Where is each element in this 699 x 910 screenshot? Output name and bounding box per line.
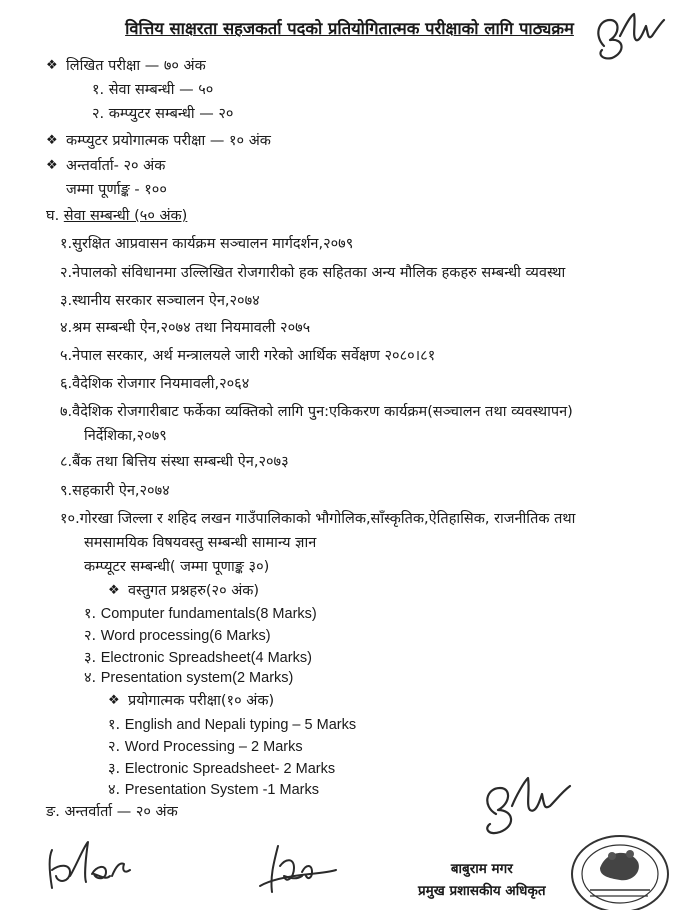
practical-item-text: English and Nepali typing – 5 Marks xyxy=(124,717,357,733)
service-item: ५.नेपाल सरकार, अर्थ मन्त्रालयले जारी गरेको आर्थिक सर्वेक्षण २०८०।८१ xyxy=(60,348,436,364)
objective-item-text: Computer fundamentals(8 Marks) xyxy=(100,606,317,622)
practical-item-text: Presentation System -1 Marks xyxy=(124,782,319,798)
computer-section-heading: कम्प्यूटर सम्बन्धी( जम्मा पूणाङ्क ३०) xyxy=(84,559,270,575)
objective-item xyxy=(84,648,312,668)
interview-exam-line: अन्तर्वार्ता- २० अंक xyxy=(66,158,166,174)
objective-item-text: Presentation system(2 Marks) xyxy=(100,670,294,686)
written-item-computer: २. कम्प्युटर सम्बन्धी — २० xyxy=(92,106,234,122)
objective-questions-heading: वस्तुगत प्रश्नहरु(२० अंक) xyxy=(128,583,260,599)
service-item: ४.श्रम सम्बन्धी ऐन,२०७४ तथा नियमावली २०७५ xyxy=(60,320,311,336)
practical-exam-line: कम्प्युटर प्रयोगात्मक परीक्षा — १० अंक xyxy=(66,133,271,149)
practical-item xyxy=(108,737,303,757)
service-item: ७.वैदेशिक रोजगारीबाट फर्केका व्यक्तिको लागि पुन:एकिकरण कार्यक्रम(सञ्चालन तथा व्यवस्थापन) xyxy=(60,404,573,420)
objective-item-text: Word processing(6 Marks) xyxy=(100,628,271,644)
service-item-continuation: निर्देशिका,२०७९ xyxy=(84,428,167,444)
signature-bottom-middle xyxy=(250,836,340,900)
section-gha-title: सेवा सम्बन्धी (५० अंक) xyxy=(63,208,188,224)
service-item: १.सुरक्षित आप्रवासन कार्यक्रम सञ्चालन मार्गदर्शन,२०७९ xyxy=(60,236,354,252)
practical-item-number: ४. xyxy=(108,782,121,798)
objective-item-number: २. xyxy=(84,628,97,644)
signature-top-right xyxy=(590,6,670,64)
objective-item-text: Electronic Spreadsheet(4 Marks) xyxy=(100,650,312,666)
service-item: ६.वैदेशिक रोजगार नियमावली,२०६४ xyxy=(60,376,250,392)
practical-item-text: Word Processing – 2 Marks xyxy=(124,739,303,755)
practical-exam-heading: प्रयोगात्मक परीक्षा(१० अंक) xyxy=(128,693,275,709)
written-exam-line: लिखित परीक्षा — ७० अंक xyxy=(66,58,206,74)
practical-item-text: Electronic Spreadsheet- 2 Marks xyxy=(124,761,336,777)
service-item: ८.बैंक तथा बित्तिय संस्था सम्बन्धी ऐन,२०७३ xyxy=(60,454,289,470)
written-item-service: १. सेवा सम्बन्धी — ५० xyxy=(92,82,214,98)
practical-item xyxy=(108,715,356,735)
bullet-diamond-icon: ❖ xyxy=(46,133,58,148)
objective-item xyxy=(84,668,293,688)
service-item: १०.गोरखा जिल्ला र शहिद लखन गाउँपालिकाको भौगोलिक,साँस्कृतिक,ऐतिहासिक, राजनीतिक तथा xyxy=(60,511,576,527)
bullet-diamond-icon: ❖ xyxy=(46,58,58,73)
section-gha-heading xyxy=(46,206,187,226)
practical-item xyxy=(108,780,319,800)
service-item: ९.सहकारी ऐन,२०७४ xyxy=(60,483,170,499)
officer-designation: प्रमुख प्रशासकीय अधिकृत xyxy=(418,883,546,899)
total-marks-line: जम्मा पूर्णाङ्क - १०० xyxy=(66,182,167,198)
officer-block xyxy=(418,858,546,902)
practical-item-number: ३. xyxy=(108,761,121,777)
officer-name: बाबुराम मगर xyxy=(450,861,513,877)
practical-item xyxy=(108,759,335,779)
practical-item-number: १. xyxy=(108,717,121,733)
office-seal-stamp xyxy=(560,828,670,910)
service-item: ३.स्थानीय सरकार सञ्चालन ऐन,२०७४ xyxy=(60,293,260,309)
practical-item-number: २. xyxy=(108,739,121,755)
service-item-continuation: समसामयिक विषयवस्तु सम्बन्धी सामान्य ज्ञान xyxy=(84,535,317,551)
bullet-diamond-icon: ❖ xyxy=(108,693,120,708)
objective-item xyxy=(84,604,317,624)
section-gha-prefix: घ. xyxy=(46,208,60,224)
objective-item-number: १. xyxy=(84,606,97,622)
interview-section-line: ङ. अन्तर्वार्ता — २० अंक xyxy=(46,804,178,820)
document-title: वित्तिय साक्षरता सहजकर्ता पदको प्रतियोगितात्मक परीक्षाको लागि पाठ्यक्रम xyxy=(125,19,574,38)
objective-item-number: ३. xyxy=(84,650,97,666)
service-item: २.नेपालको संविधानमा उल्लिखित रोजगारीको हक सहितका अन्य मौलिक हकहरु सम्बन्धी व्यवस्था xyxy=(60,265,566,281)
objective-item xyxy=(84,626,271,646)
objective-item-number: ४. xyxy=(84,670,97,686)
signature-bottom-left xyxy=(40,836,150,896)
bullet-diamond-icon: ❖ xyxy=(46,158,58,173)
bullet-diamond-icon: ❖ xyxy=(108,583,120,598)
